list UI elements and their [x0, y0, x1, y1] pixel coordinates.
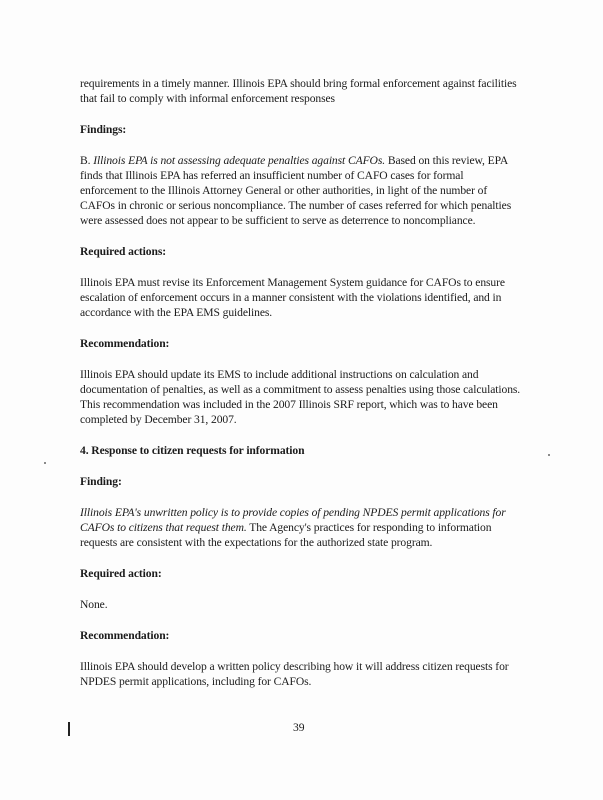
required-actions-heading: Required actions:	[80, 245, 167, 258]
required-action-paragraph	[80, 597, 540, 612]
required-actions-line-3: accordance with the EPA EMS guidelines.	[80, 306, 273, 319]
required-action-text: None.	[80, 598, 108, 611]
finding-b-line-3: enforcement to the Illinois Attorney General or other authorities, in light of the number of	[80, 184, 488, 197]
findings-heading: Findings:	[80, 123, 127, 136]
finding-citizen-line-2	[80, 520, 540, 535]
finding-citizen-paragraph	[80, 505, 540, 550]
finding-b-line-2: finds that Illinois EPA has referred an insufficient number of CAFO cases for formal	[80, 169, 464, 182]
finding-citizen-line-1: Illinois EPA's unwritten policy is to provide copies of pending NPDES permit applications for	[80, 506, 506, 519]
required-actions-line-2: escalation of enforcement occurs in a manner consistent with the violations identified, and in	[80, 291, 502, 304]
margin-mark	[68, 722, 70, 736]
page-number: 39	[293, 721, 305, 734]
recommendation-1-paragraph	[80, 367, 540, 427]
finding-citizen-line-3: requests are consistent with the expectations for the authorized state program.	[80, 536, 433, 549]
finding-b-paragraph	[80, 153, 540, 228]
recommendation-1-heading: Recommendation:	[80, 337, 170, 350]
scan-speck	[44, 462, 46, 464]
required-action-heading: Required action:	[80, 567, 162, 580]
intro-paragraph	[80, 76, 540, 106]
finding-b-line-5: were assessed does not appear to be sufficient to serve as deterrence to noncompliance.	[80, 214, 476, 227]
section-4-heading: 4. Response to citizen requests for information	[80, 444, 305, 457]
required-actions-paragraph	[80, 275, 540, 320]
recommendation-1-line-1: Illinois EPA should update its EMS to include additional instructions on calculation and	[80, 368, 479, 381]
finding-b-label: B.	[80, 154, 94, 167]
finding-citizen-italic-line-2: CAFOs to citizens that request them.	[80, 521, 247, 534]
recommendation-1-line-2: documentation of penalties, as well as a commitment to assess penalties using those calculations.	[80, 383, 521, 396]
intro-line-1: requirements in a timely manner. Illinois EPA should bring formal enforcement against facilities	[80, 77, 517, 90]
intro-line-2: that fail to comply with informal enforcement responses	[80, 92, 335, 105]
recommendation-2-paragraph	[80, 659, 540, 689]
document-body	[80, 76, 540, 705]
recommendation-2-line-2: NPDES permit applications, including for CAFOs.	[80, 675, 312, 688]
scan-speck	[548, 454, 550, 456]
finding-b-italic-lead: Illinois EPA is not assessing adequate penalties against CAFOs.	[93, 154, 386, 167]
recommendation-1-line-3: This recommendation was included in the 2007 Illinois SRF report, which was to have been	[80, 398, 498, 411]
finding-heading: Finding:	[80, 475, 122, 488]
required-actions-line-1: Illinois EPA must revise its Enforcement Management System guidance for CAFOs to ensure	[80, 276, 505, 289]
recommendation-2-heading: Recommendation:	[80, 629, 170, 642]
recommendation-1-line-4: completed by December 31, 2007.	[80, 413, 237, 426]
recommendation-2-line-1: Illinois EPA should develop a written policy describing how it will address citizen requests for	[80, 660, 509, 673]
finding-citizen-line-2-rest: The Agency's practices for responding to information	[246, 521, 492, 534]
finding-b-line-4: CAFOs in chronic or serious noncompliance. The number of cases referred for which penalties	[80, 199, 512, 212]
finding-b-line-1-rest: Based on this review, EPA	[385, 154, 509, 167]
finding-b-line-1	[80, 153, 540, 168]
